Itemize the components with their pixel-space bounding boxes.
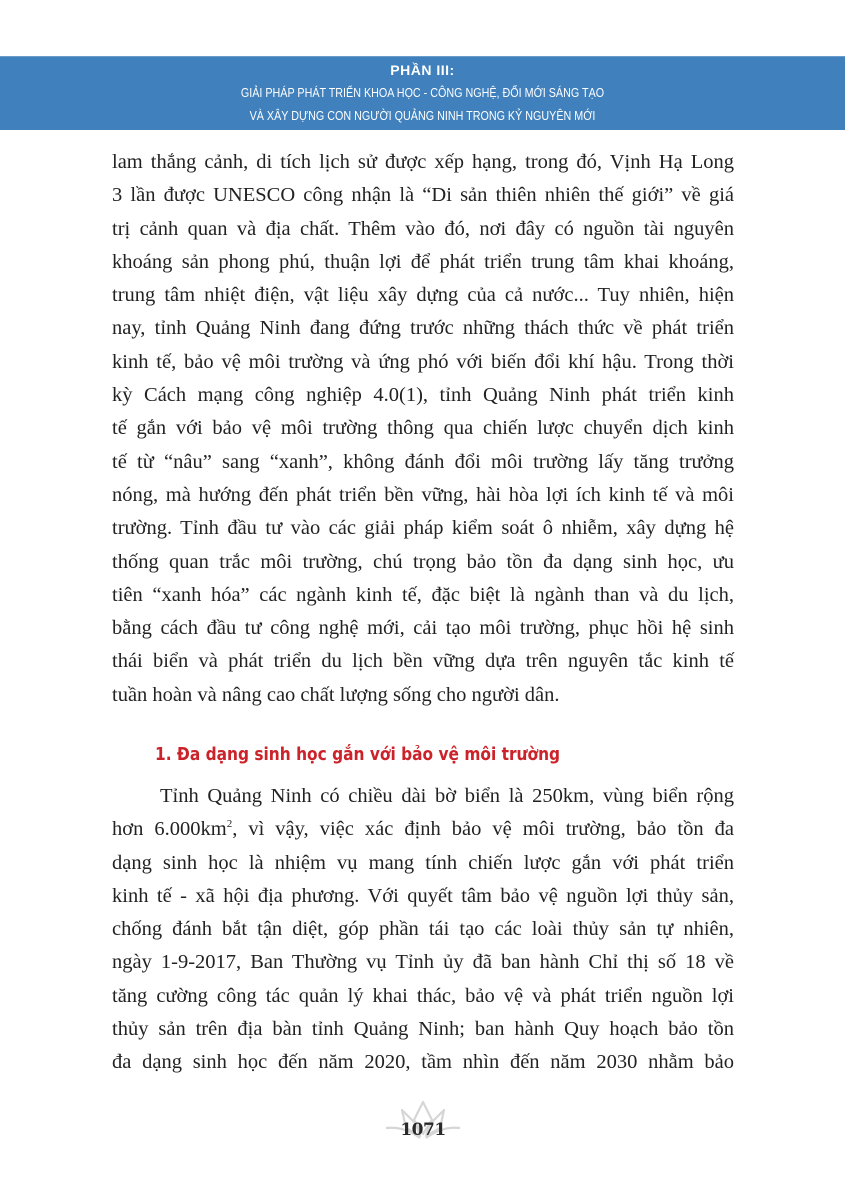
text-line: kinh tế, bảo vệ môi trường và ứng phó với biến đổi khí hậu. Trong thời [112, 350, 734, 373]
body-paragraph-2 [112, 780, 734, 1080]
text-line: khoáng sản phong phú, thuận lợi để phát triển trung tâm khai khoáng, [112, 250, 734, 273]
body-paragraph-1 [112, 146, 734, 712]
text-line: trường. Tỉnh đầu tư vào các giải pháp kiểm soát ô nhiễm, xây dựng hệ [112, 517, 734, 540]
text-line: tế gắn với bảo vệ môi trường thông qua chiến lược chuyển dịch kinh [112, 417, 734, 440]
text-line: bằng cách đầu tư công nghệ mới, cải tạo môi trường, phục hồi hệ sinh [112, 617, 734, 640]
text-line: thái biển và phát triển du lịch bền vững dựa trên nguyên tắc kinh tế [112, 650, 734, 673]
text-line: thủy sản trên địa bàn tỉnh Quảng Ninh; ban hành Quy hoạch bảo tồn [112, 1018, 734, 1041]
text-line: tuần hoàn và nâng cao chất lượng sống cho người dân. [112, 683, 560, 706]
text-line: kinh tế - xã hội địa phương. Với quyết tâm bảo vệ nguồn lợi thủy sản, [112, 884, 734, 907]
text-line: lam thắng cảnh, di tích lịch sử được xếp hạng, trong đó, Vịnh Hạ Long [112, 151, 734, 173]
chapter-subtitle-line-2: VÀ XÂY DỰNG CON NGƯỜI QUẢNG NINH TRONG KỶ NGUYÊN MỚI [249, 109, 596, 123]
text-line: thống quan trắc môi trường, chú trọng bảo tồn đa dạng sinh học, ưu [112, 550, 734, 573]
chapter-subtitle-line-1: GIẢI PHÁP PHÁT TRIỂN KHOA HỌC - CÔNG NGHỆ, ĐỔI MỚI SÁNG TẠO [240, 86, 605, 100]
text-line: tăng cường công tác quản lý khai thác, bảo vệ và phát triển nguồn lợi [112, 984, 734, 1007]
page-footer [380, 1098, 466, 1148]
text-line: 3 lần được UNESCO công nhận là “Di sản thiên nhiên thế giới” về giá [112, 184, 734, 207]
text-line: nay, tỉnh Quảng Ninh đang đứng trước những thách thức về phát triển [112, 317, 734, 340]
text-line: đa dạng sinh học đến năm 2020, tầm nhìn đến năm 2030 nhằm bảo [112, 1051, 734, 1074]
text-line: kỳ Cách mạng công nghiệp 4.0(1), tỉnh Quảng Ninh phát triển kinh [112, 384, 734, 407]
text-line: chống đánh bắt tận diệt, góp phần tái tạo các loài thủy sản tự nhiên, [112, 918, 734, 941]
chapter-header-banner [0, 56, 845, 130]
text-line: tế từ “nâu” sang “xanh”, không đánh đổi môi trường lấy tăng trưởng [112, 450, 734, 473]
text-line: tiên “xanh hóa” các ngành kinh tế, đặc biệt là ngành than và du lịch, [112, 583, 734, 606]
text-line: nóng, mà hướng đến phát triển bền vững, hài hòa lợi ích kinh tế và môi [112, 483, 734, 506]
section-heading: 1. Đa dạng sinh học gắn với bảo vệ môi trường [155, 745, 561, 765]
text-fragment: , vì vậy, việc xác định bảo vệ môi trường, bảo tồn đa [232, 818, 734, 841]
text-line-with-superscript [112, 813, 734, 846]
part-label: PHẦN III: [390, 62, 455, 78]
text-fragment: hơn 6.000km [112, 818, 227, 841]
text-line: Tỉnh Quảng Ninh có chiều dài bờ biển là 250km, vùng biển rộng [160, 785, 734, 807]
text-line: trị cảnh quan và địa chất. Thêm vào đó, nơi đây có nguồn tài nguyên [112, 217, 734, 240]
page-number: 1071 [400, 1120, 446, 1140]
text-line: trung tâm nhiệt điện, vật liệu xây dựng của cả nước... Tuy nhiên, hiện [112, 284, 734, 307]
text-line: dạng sinh học là nhiệm vụ mang tính chiến lược gắn với phát triển [112, 851, 734, 874]
superscript: 2 [226, 818, 233, 831]
text-line: ngày 1-9-2017, Ban Thường vụ Tỉnh ủy đã ban hành Chỉ thị số 18 về [112, 951, 734, 974]
